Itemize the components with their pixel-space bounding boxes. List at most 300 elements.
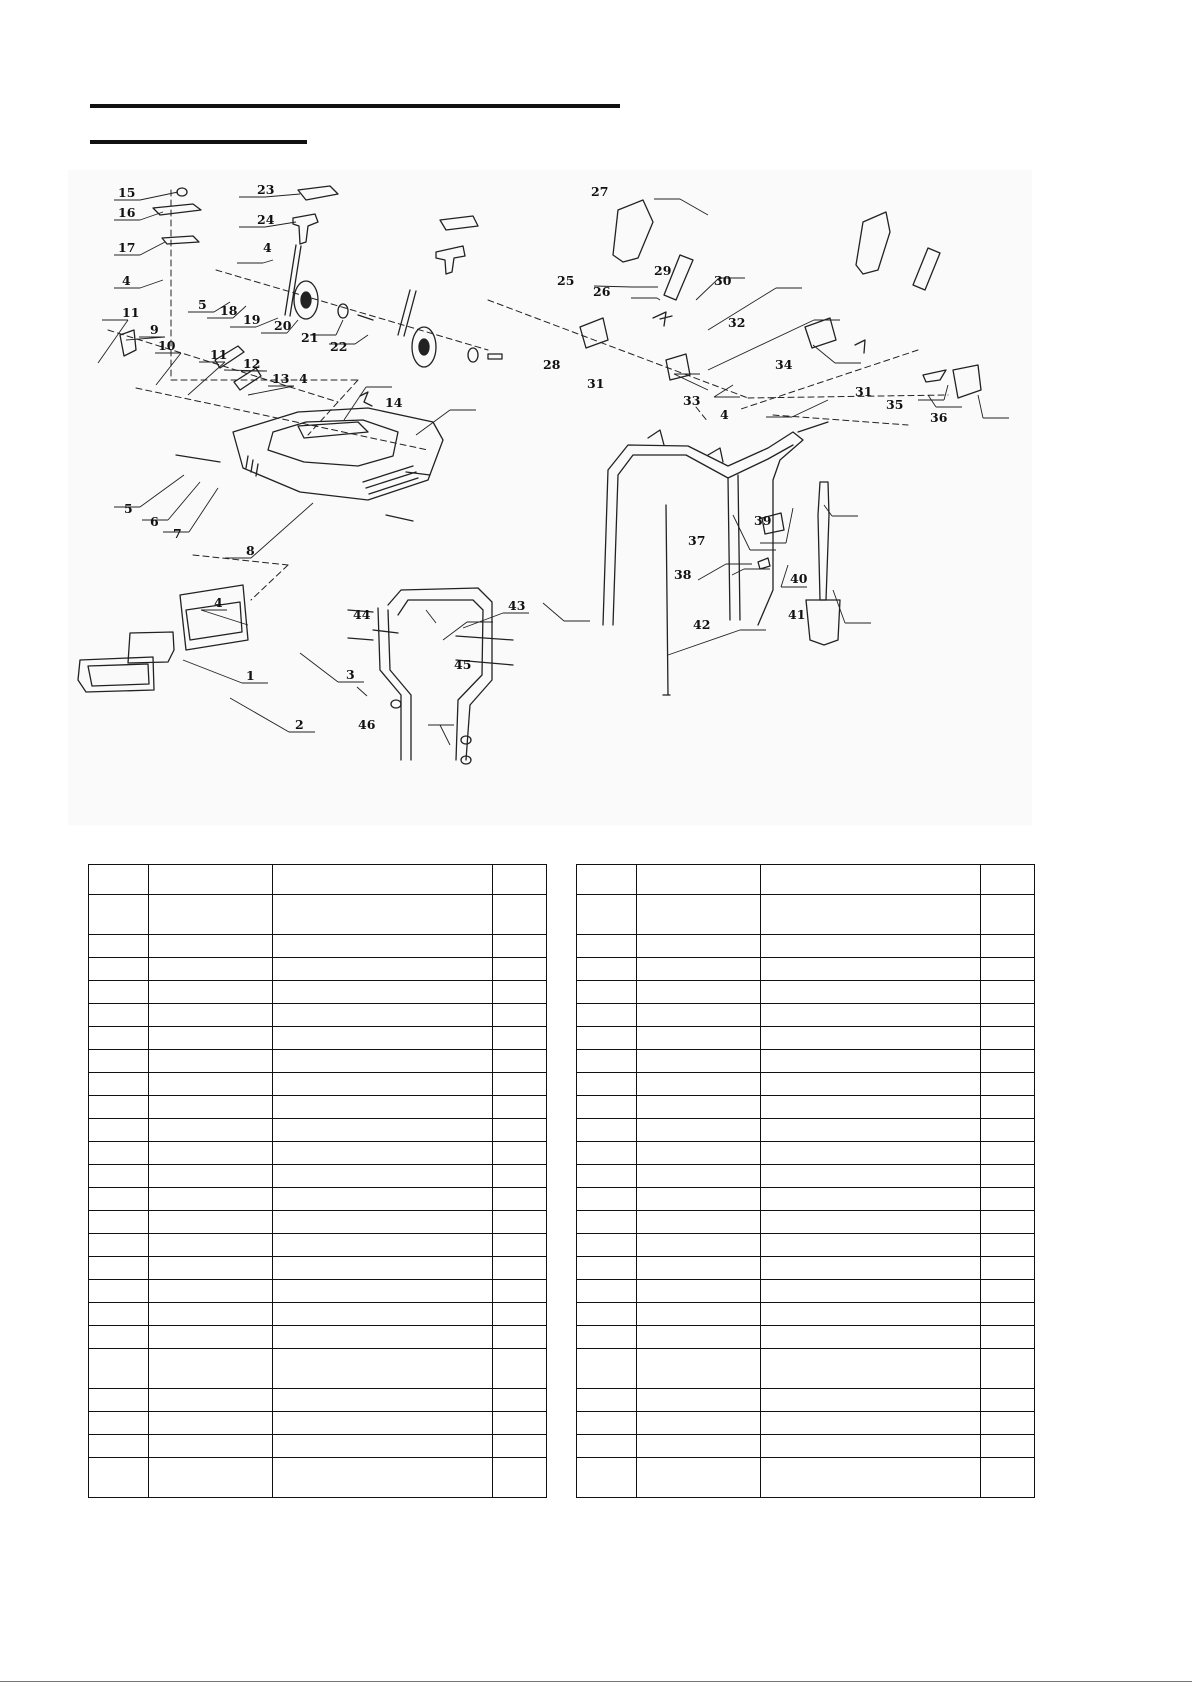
table-cell — [89, 935, 149, 958]
callout-5: 5 — [124, 501, 133, 516]
table-cell — [761, 1458, 980, 1498]
table-cell — [89, 1004, 149, 1027]
table-row — [89, 895, 547, 935]
table-cell — [273, 958, 492, 981]
footer-rule — [0, 1681, 1192, 1682]
table-cell — [761, 1326, 980, 1349]
table-cell — [492, 895, 546, 935]
table-cell — [149, 1303, 273, 1326]
table-cell — [492, 1389, 546, 1412]
table-cell — [492, 1280, 546, 1303]
table-cell — [492, 1165, 546, 1188]
table-cell — [89, 1326, 149, 1349]
table-cell — [149, 1234, 273, 1257]
table-row — [577, 1211, 1035, 1234]
table-cell — [149, 865, 273, 895]
table-cell — [980, 1458, 1034, 1498]
table-cell — [577, 1211, 637, 1234]
table-cell — [577, 1073, 637, 1096]
table-cell — [149, 1096, 273, 1119]
table-cell — [149, 1257, 273, 1280]
table-cell — [89, 1050, 149, 1073]
table-cell — [273, 1412, 492, 1435]
table-cell — [761, 1096, 980, 1119]
table-cell — [637, 895, 761, 935]
callout-31: 31 — [587, 376, 605, 391]
callout-28: 28 — [543, 357, 561, 372]
table-row — [89, 1435, 547, 1458]
table-cell — [273, 1165, 492, 1188]
table-cell — [637, 1211, 761, 1234]
table-cell — [273, 1303, 492, 1326]
callout-22: 22 — [330, 339, 348, 354]
table-row — [89, 1119, 547, 1142]
table-cell — [273, 1004, 492, 1027]
table-cell — [89, 1234, 149, 1257]
table-cell — [637, 1096, 761, 1119]
table-cell — [980, 935, 1034, 958]
callout-21: 21 — [301, 330, 319, 345]
table-cell — [577, 1050, 637, 1073]
table-cell — [492, 1004, 546, 1027]
table-cell — [89, 1303, 149, 1326]
table-cell — [89, 865, 149, 895]
callout-11: 11 — [122, 305, 140, 320]
callout-42: 42 — [693, 617, 711, 632]
table-cell — [492, 1412, 546, 1435]
table-cell — [980, 1412, 1034, 1435]
table-cell — [89, 981, 149, 1004]
table-cell — [980, 1280, 1034, 1303]
table-cell — [273, 981, 492, 1004]
callout-40: 40 — [790, 571, 808, 586]
table-cell — [980, 1004, 1034, 1027]
table-cell — [89, 1389, 149, 1412]
table-cell — [577, 1142, 637, 1165]
table-cell — [149, 1458, 273, 1498]
table-cell — [761, 1257, 980, 1280]
table-cell — [273, 895, 492, 935]
table-cell — [761, 1142, 980, 1165]
table-cell — [273, 1257, 492, 1280]
table-cell — [637, 1326, 761, 1349]
table-cell — [761, 1211, 980, 1234]
table-cell — [761, 981, 980, 1004]
table-cell — [980, 865, 1034, 895]
table-cell — [492, 1303, 546, 1326]
table-cell — [89, 1280, 149, 1303]
table-cell — [273, 1349, 492, 1389]
table-cell — [980, 1188, 1034, 1211]
table-cell — [89, 895, 149, 935]
table-cell — [637, 1349, 761, 1389]
table-cell — [149, 1050, 273, 1073]
table-cell — [149, 1211, 273, 1234]
table-cell — [761, 865, 980, 895]
table-cell — [980, 1165, 1034, 1188]
table-row — [89, 865, 547, 895]
table-row — [577, 1280, 1035, 1303]
callout-27: 27 — [591, 184, 609, 199]
table-row — [89, 958, 547, 981]
table-cell — [89, 1257, 149, 1280]
table-cell — [492, 981, 546, 1004]
table-cell — [492, 1211, 546, 1234]
callout-11: 11 — [210, 347, 228, 362]
table-cell — [273, 1050, 492, 1073]
table-row — [89, 1349, 547, 1389]
table-cell — [980, 1119, 1034, 1142]
callout-4: 4 — [263, 240, 272, 255]
table-cell — [492, 1234, 546, 1257]
table-cell — [980, 1326, 1034, 1349]
table-row — [89, 1050, 547, 1073]
heading-rule — [90, 104, 620, 108]
table-row — [89, 1257, 547, 1280]
table-cell — [577, 865, 637, 895]
table-cell — [637, 1119, 761, 1142]
table-cell — [149, 1412, 273, 1435]
table-cell — [492, 1096, 546, 1119]
table-cell — [273, 1142, 492, 1165]
table-cell — [273, 1435, 492, 1458]
table-cell — [149, 1027, 273, 1050]
table-cell — [89, 1096, 149, 1119]
callout-16: 16 — [118, 205, 136, 220]
table-row — [577, 1389, 1035, 1412]
table-row — [577, 1188, 1035, 1211]
callout-29: 29 — [654, 263, 672, 278]
table-cell — [577, 1412, 637, 1435]
table-cell — [273, 1096, 492, 1119]
table-cell — [149, 958, 273, 981]
table-cell — [492, 1027, 546, 1050]
table-row — [89, 1096, 547, 1119]
table-cell — [761, 935, 980, 958]
callout-5: 5 — [198, 297, 207, 312]
table-cell — [149, 1188, 273, 1211]
table-row — [577, 1349, 1035, 1389]
table-cell — [273, 1027, 492, 1050]
table-row — [577, 1326, 1035, 1349]
callout-44: 44 — [353, 607, 371, 622]
callout-10: 10 — [158, 338, 176, 353]
table-cell — [492, 1142, 546, 1165]
table-cell — [149, 935, 273, 958]
callout-4: 4 — [720, 407, 729, 422]
table-row — [577, 1027, 1035, 1050]
callout-45: 45 — [454, 657, 472, 672]
table-cell — [89, 1349, 149, 1389]
table-cell — [89, 1027, 149, 1050]
table-cell — [980, 1389, 1034, 1412]
table-cell — [761, 1004, 980, 1027]
callout-32: 32 — [728, 315, 746, 330]
table-cell — [89, 1211, 149, 1234]
table-row — [89, 1234, 547, 1257]
table-cell — [980, 1050, 1034, 1073]
table-cell — [761, 1412, 980, 1435]
table-cell — [577, 1096, 637, 1119]
callout-17: 17 — [118, 240, 136, 255]
callout-12: 12 — [243, 356, 261, 371]
table-cell — [577, 981, 637, 1004]
callout-2: 2 — [295, 717, 304, 732]
table-cell — [492, 958, 546, 981]
table-cell — [637, 865, 761, 895]
table-cell — [577, 1188, 637, 1211]
table-cell — [577, 1349, 637, 1389]
table-row — [89, 1142, 547, 1165]
table-cell — [89, 1073, 149, 1096]
table-cell — [637, 1303, 761, 1326]
table-cell — [980, 1303, 1034, 1326]
table-cell — [273, 935, 492, 958]
table-cell — [492, 1119, 546, 1142]
table-cell — [273, 1326, 492, 1349]
table-cell — [761, 1073, 980, 1096]
table-cell — [637, 958, 761, 981]
table-cell — [637, 1004, 761, 1027]
table-cell — [577, 1326, 637, 1349]
table-cell — [980, 1349, 1034, 1389]
table-cell — [89, 1165, 149, 1188]
table-cell — [761, 1027, 980, 1050]
table-cell — [637, 1389, 761, 1412]
table-cell — [577, 1234, 637, 1257]
table-cell — [149, 1073, 273, 1096]
callout-6: 6 — [150, 514, 159, 529]
callout-24: 24 — [257, 212, 275, 227]
table-row — [577, 1303, 1035, 1326]
table-cell — [492, 1050, 546, 1073]
table-cell — [980, 958, 1034, 981]
callout-14: 14 — [385, 395, 403, 410]
callout-30: 30 — [714, 273, 732, 288]
table-cell — [637, 1435, 761, 1458]
table-cell — [761, 1389, 980, 1412]
table-cell — [761, 1050, 980, 1073]
table-cell — [637, 1050, 761, 1073]
table-cell — [273, 1458, 492, 1498]
table-cell — [149, 1119, 273, 1142]
callout-4: 4 — [299, 371, 308, 386]
table-cell — [89, 958, 149, 981]
table-cell — [577, 1389, 637, 1412]
table-cell — [637, 1280, 761, 1303]
table-cell — [637, 1165, 761, 1188]
table-cell — [149, 1435, 273, 1458]
table-cell — [89, 1412, 149, 1435]
table-cell — [89, 1142, 149, 1165]
callout-18: 18 — [220, 303, 238, 318]
callout-3: 3 — [346, 667, 355, 682]
table-cell — [980, 1435, 1034, 1458]
table-row — [577, 1257, 1035, 1280]
callout-7: 7 — [173, 526, 182, 541]
callout-13: 13 — [272, 371, 290, 386]
exploded-parts-diagram — [68, 170, 1032, 825]
table-cell — [492, 1073, 546, 1096]
table-row — [89, 1326, 547, 1349]
table-cell — [273, 1073, 492, 1096]
table-cell — [273, 1211, 492, 1234]
table-cell — [149, 895, 273, 935]
table-cell — [577, 1280, 637, 1303]
table-cell — [761, 958, 980, 981]
callout-4: 4 — [214, 595, 223, 610]
table-cell — [761, 1188, 980, 1211]
table-row — [89, 1027, 547, 1050]
table-cell — [89, 1435, 149, 1458]
table-row — [577, 1458, 1035, 1498]
callout-31: 31 — [855, 384, 873, 399]
callout-8: 8 — [246, 543, 255, 558]
table-cell — [980, 1234, 1034, 1257]
callout-26: 26 — [593, 284, 611, 299]
table-row — [89, 1073, 547, 1096]
table-cell — [577, 1303, 637, 1326]
table-cell — [577, 1435, 637, 1458]
table-cell — [761, 1234, 980, 1257]
table-cell — [637, 1412, 761, 1435]
table-cell — [980, 895, 1034, 935]
callout-36: 36 — [930, 410, 948, 425]
table-row — [89, 1303, 547, 1326]
table-row — [89, 1412, 547, 1435]
callout-33: 33 — [683, 393, 701, 408]
table-cell — [637, 935, 761, 958]
table-row — [577, 1412, 1035, 1435]
table-cell — [492, 1435, 546, 1458]
callout-34: 34 — [775, 357, 793, 372]
table-row — [577, 1435, 1035, 1458]
table-cell — [637, 1142, 761, 1165]
table-cell — [492, 1257, 546, 1280]
table-cell — [637, 1027, 761, 1050]
callout-23: 23 — [257, 182, 275, 197]
callout-4: 4 — [122, 273, 131, 288]
table-cell — [761, 1303, 980, 1326]
subheading-rule — [90, 140, 307, 144]
table-cell — [980, 1096, 1034, 1119]
table-cell — [89, 1458, 149, 1498]
table-cell — [492, 865, 546, 895]
table-cell — [492, 1458, 546, 1498]
table-row — [89, 1389, 547, 1412]
table-cell — [761, 1435, 980, 1458]
callout-19: 19 — [243, 312, 261, 327]
table-cell — [273, 865, 492, 895]
table-cell — [637, 1458, 761, 1498]
table-cell — [577, 1027, 637, 1050]
table-row — [89, 1280, 547, 1303]
table-cell — [492, 1349, 546, 1389]
table-row — [577, 1234, 1035, 1257]
table-cell — [980, 1142, 1034, 1165]
callout-39: 39 — [754, 513, 772, 528]
callout-25: 25 — [557, 273, 575, 288]
table-cell — [980, 1073, 1034, 1096]
callout-41: 41 — [788, 607, 806, 622]
table-row — [89, 1211, 547, 1234]
table-cell — [149, 1326, 273, 1349]
table-row — [577, 1050, 1035, 1073]
table-cell — [577, 1458, 637, 1498]
table-cell — [980, 1211, 1034, 1234]
callout-35: 35 — [886, 397, 904, 412]
table-cell — [273, 1389, 492, 1412]
callout-43: 43 — [508, 598, 526, 613]
table-cell — [577, 935, 637, 958]
table-cell — [149, 1004, 273, 1027]
table-row — [577, 935, 1035, 958]
table-row — [577, 1073, 1035, 1096]
callout-9: 9 — [150, 322, 159, 337]
table-cell — [637, 1188, 761, 1211]
callout-38: 38 — [674, 567, 692, 582]
table-row — [89, 1165, 547, 1188]
table-cell — [89, 1119, 149, 1142]
table-cell — [637, 1234, 761, 1257]
table-cell — [492, 935, 546, 958]
parts-table-left — [88, 864, 547, 1498]
table-row — [577, 958, 1035, 981]
table-cell — [637, 1257, 761, 1280]
table-cell — [149, 1349, 273, 1389]
table-cell — [577, 895, 637, 935]
table-cell — [980, 1027, 1034, 1050]
table-cell — [492, 1188, 546, 1211]
table-cell — [149, 1280, 273, 1303]
table-cell — [492, 1326, 546, 1349]
table-row — [89, 1458, 547, 1498]
callout-15: 15 — [118, 185, 136, 200]
table-row — [577, 981, 1035, 1004]
table-row — [89, 1004, 547, 1027]
table-row — [577, 895, 1035, 935]
table-cell — [149, 981, 273, 1004]
callout-37: 37 — [688, 533, 706, 548]
callout-1: 1 — [246, 668, 255, 683]
table-cell — [980, 1257, 1034, 1280]
parts-table-right — [576, 864, 1035, 1498]
table-row — [577, 1165, 1035, 1188]
table-row — [577, 1142, 1035, 1165]
table-cell — [89, 1188, 149, 1211]
table-cell — [577, 1119, 637, 1142]
table-cell — [761, 1349, 980, 1389]
table-row — [577, 1096, 1035, 1119]
table-cell — [980, 981, 1034, 1004]
table-cell — [149, 1165, 273, 1188]
table-cell — [273, 1188, 492, 1211]
table-row — [577, 1004, 1035, 1027]
callout-46: 46 — [358, 717, 376, 732]
table-cell — [577, 1165, 637, 1188]
table-cell — [637, 1073, 761, 1096]
table-cell — [761, 895, 980, 935]
table-row — [89, 1188, 547, 1211]
table-row — [89, 981, 547, 1004]
table-cell — [273, 1280, 492, 1303]
table-row — [577, 1119, 1035, 1142]
table-row — [89, 935, 547, 958]
table-cell — [637, 981, 761, 1004]
table-cell — [577, 1257, 637, 1280]
table-cell — [577, 1004, 637, 1027]
callout-20: 20 — [274, 318, 292, 333]
